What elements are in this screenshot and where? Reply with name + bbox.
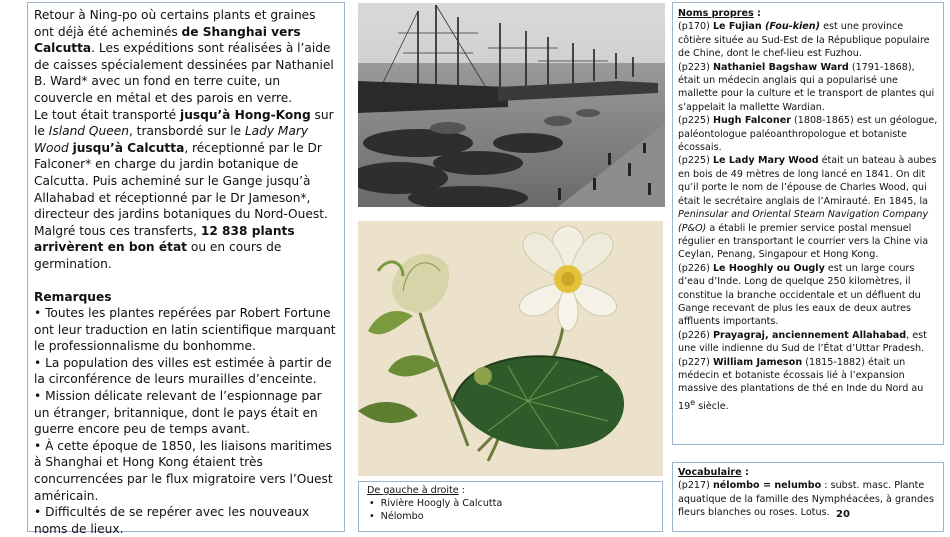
remark-item: • Mission délicate relevant de l’espionnage par un étranger, britannique, dont le pays était en guerre encore peu de temps avant.: [34, 389, 322, 437]
name-entry: (p226) Prayagraj, anciennement Allahabad, est une ville indienne du Sud de l’État d’Uttar Pradesh.: [678, 329, 927, 355]
caption-item: • Nélombo: [381, 510, 654, 523]
proper-names-panel: [672, 2, 944, 445]
paragraph-result: Malgré tous ces transferts, 12 838 plants arrivèrent en bon état ou en cours de germination.: [34, 223, 295, 271]
paragraph-transport: Le tout était transporté jusqu’à Hong-Kong sur le Island Queen, transbordé sur le Lady Mary Wood jusqu’à Calcutta, réceptionné par le Dr Falconer* en charge du jardin botanique de Calcutta. Puis acheminé sur le Gange jusqu’à Allahabad et réceptionné par le Dr Jameson*, directeur des jardins botaniques du Nord-Ouest.: [34, 107, 334, 222]
caption-heading: De gauche à droite :: [367, 485, 465, 496]
vocabulary-entry: (p217) nélombo = nelumbo : subst. masc. Plante aquatique de la famille des Nymphéacées, à grandes fleurs blanches ou roses. Lotus.: [678, 480, 934, 519]
harbour-photo: [358, 3, 665, 207]
name-entry: (p225) Hugh Falconer (1808-1865) est un géologue, paléontologue paléoanthropologue et botaniste écossais.: [678, 115, 938, 154]
caption-item: • Rivière Hoogly à Calcutta: [381, 497, 654, 510]
remark-item: • À cette époque de 1850, les liaisons maritimes à Shanghai et Hong Kong étaient très concurrencées par le flux migratoire vers l’Ouest américain.: [34, 438, 333, 503]
remarks-heading: Remarques: [34, 289, 112, 304]
proper-names-heading: Noms propres :: [678, 8, 761, 19]
paragraph-expeditions: Retour à Ning-po où certains plants et graines ont déjà été acheminés de Shanghai vers Calcutta. Les expéditions sont réalisées à l’aide de caisses spécialement dessinées par Nathaniel B. Ward* avec un fond en terre cuite, un couvercle en métal et des parois en verre.: [34, 8, 334, 105]
name-entry: (p226) Le Hooghly ou Ougly est un large cours d’eau d’Inde. Long de quelque 250 kilomètres, il constitue la branche occidentale et un défluent du Gange recevant de plus les eaux de deux autres affluents importants.: [678, 262, 921, 328]
remark-item: • Difficultés de se repérer avec les nouveaux noms de lieux.: [34, 505, 310, 536]
name-entry: (p225) Le Lady Mary Wood était un bateau à aubes en bois de 49 mètres de long lancé en 1841. On dit qu’il porte le nom de l’épouse de Charles Wood, qui était le secrétaire anglais de l’Amirauté. En 1845, la Peninsular and Oriental Steam Navigation Company (P&O) a établi le premier service postal mensuel régulier en transportant le courrier vers la Chine via Ceylan, Penang, Singapour et Hong Kong.: [678, 155, 937, 261]
vocabulary-heading: Vocabulaire :: [678, 467, 749, 478]
name-entry: (p227) William Jameson (1815-1882) était un médecin et botaniste écossais lié à l’expansion massive des plantations de thé en Inde du Nord au 19e siècle.: [678, 356, 924, 412]
page-number: 20: [836, 509, 850, 520]
name-entry: (p170) Le Fujian (Fou-kien) est une province côtière située au Sud-Est de la République populaire de Chine, dont le chef-lieu est Fuzhou.: [678, 21, 930, 60]
vocabulary-panel: [672, 462, 944, 532]
caption-list: [367, 497, 654, 523]
nelumbo-plate: [358, 221, 663, 476]
image-caption: [358, 481, 663, 532]
remark-item: • La population des villes est estimée à partir de la circonférence de leurs murailles d’enceinte.: [34, 355, 332, 387]
name-entry: (p223) Nathaniel Bagshaw Ward (1791-1868), était un médecin anglais qui a popularisé une mallette pour la culture et le transport de plantes qui s’appelait la mallette Wardian.: [678, 61, 935, 113]
remark-item: • Toutes les plantes repérées par Robert Fortune ont leur traduction en latin scientifique marquant le professionnalisme du bonhomme.: [34, 306, 336, 354]
main-text-panel: [27, 2, 345, 536]
